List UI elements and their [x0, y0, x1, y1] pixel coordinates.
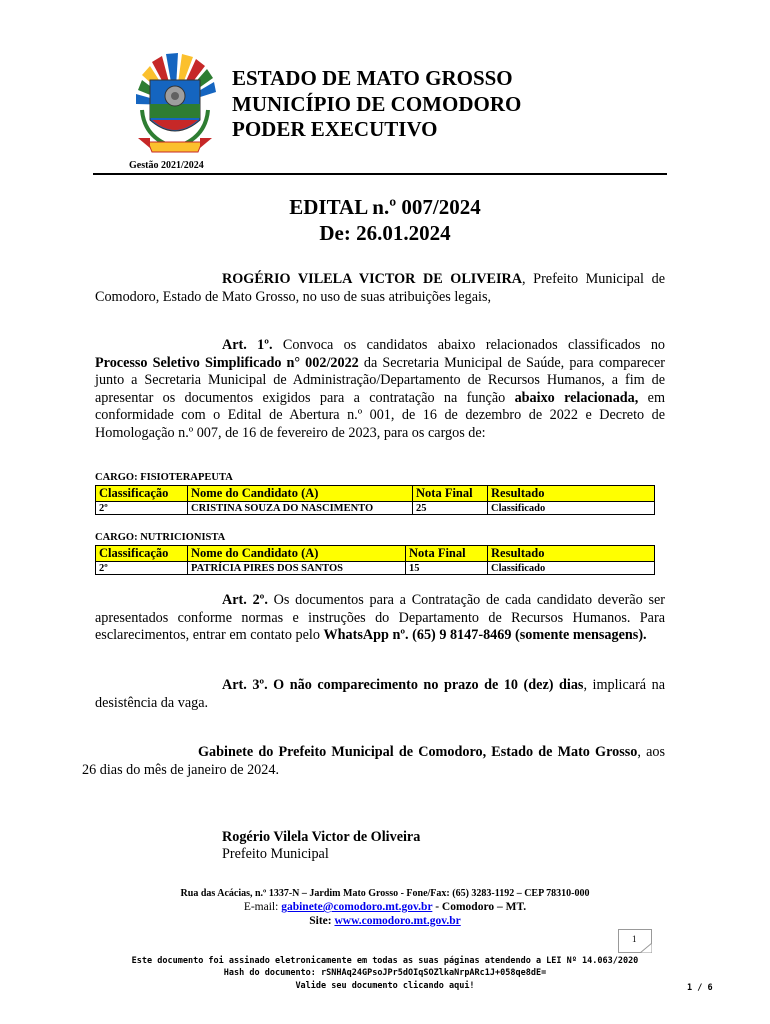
- document-hash: Hash do documento: rSNHAq24GPsoJPr5dOIqSOZlkaNrpARc1J+058qe8dE=: [223, 968, 547, 978]
- cell-nota: 15: [406, 562, 488, 575]
- site-link[interactable]: www.comodoro.mt.gov.br: [334, 915, 461, 927]
- email-label: E-mail:: [243, 901, 282, 913]
- col-resultado: Resultado: [488, 546, 655, 562]
- page-number: 1 / 6: [687, 983, 713, 993]
- closing-paragraph: [82, 744, 665, 779]
- cargo-label-1: CARGO: FISIOTERAPEUTA: [95, 472, 233, 483]
- page-marker-number: 1: [632, 934, 637, 944]
- signature-name: Rogério Vilela Victor de Oliveira: [222, 829, 421, 845]
- header-branch: PODER EXECUTIVO: [232, 117, 438, 141]
- page-marker-box: [618, 929, 652, 953]
- col-nota: Nota Final: [413, 486, 488, 502]
- art1-function: abaixo relacionada,: [514, 389, 639, 406]
- art3-text: , implicará na desistência da vaga.: [95, 677, 665, 711]
- col-classificacao: Classificação: [96, 486, 188, 502]
- col-nota: Nota Final: [406, 546, 488, 562]
- validate-link[interactable]: Valide seu documento clicando aqui!: [295, 981, 475, 991]
- edital-date: De: 26.01.2024: [319, 221, 451, 245]
- edital-number: EDITAL n.º 007/2024: [289, 195, 481, 219]
- header-state: ESTADO DE MATO GROSSO: [232, 66, 513, 90]
- closing-text: , aos 26 dias do mês de janeiro de 2024.: [82, 744, 665, 778]
- table-row: [96, 562, 655, 575]
- page-curl-icon: [640, 943, 652, 953]
- administration-term: Gestão 2021/2024: [129, 160, 204, 171]
- cell-classificacao: 2º: [96, 562, 188, 575]
- footer-email-line: [0, 901, 770, 913]
- cell-classificacao: 2º: [96, 502, 188, 515]
- article-3: [95, 677, 665, 712]
- art1-text-3: em conformidade com o Edital de Abertura n.º 001, de 16 de dezembro de 2022 e Decreto de Homologação n.º 007, de 16 de fevereiro de 2023, para os cargos de:: [95, 389, 665, 441]
- col-nome: Nome do Candidato (A): [188, 546, 406, 562]
- cargo-label-2: CARGO: NUTRICIONISTA: [95, 532, 226, 543]
- email-suffix: - Comodoro – MT.: [432, 901, 527, 913]
- results-table-1: [95, 485, 655, 515]
- header-municipality: MUNICÍPIO DE COMODORO: [232, 92, 522, 116]
- email-link[interactable]: gabinete@comodoro.mt.gov.br: [281, 901, 433, 913]
- site-label: Site:: [309, 915, 335, 927]
- col-classificacao: Classificação: [96, 546, 188, 562]
- col-nome: Nome do Candidato (A): [188, 486, 413, 502]
- results-table-2: [95, 545, 655, 575]
- municipal-crest-icon: [128, 50, 222, 160]
- signature-notice: Este documento foi assinado eletronicamente em todas as suas páginas atendendo a LEI Nº 14.063/2020: [131, 956, 639, 966]
- art1-text-2: da Secretaria Municipal de Saúde, para comparecer junto a Secretaria Municipal de Administração/Departamento de Recursos Humanos, a fim de apresentar os documentos exigidos para a contratação na função: [95, 354, 665, 406]
- col-resultado: Resultado: [488, 486, 655, 502]
- art3-label: Art. 3º. O não comparecimento no prazo de 10 (dez) dias: [222, 677, 584, 693]
- intro-paragraph: [95, 271, 665, 306]
- art1-process: Processo Seletivo Simplificado n° 002/2022: [95, 354, 359, 371]
- article-2: [95, 592, 665, 645]
- art2-text: Os documentos para a Contratação de cada candidato deverão ser apresentados conforme normas e instruções do Departamento de Recursos Humanos. Para esclarecimentos, entrar em contato pelo: [95, 592, 666, 643]
- cell-resultado: Classificado: [488, 502, 655, 515]
- art1-text-1: Convoca os candidatos abaixo relacionados classificados no: [272, 337, 666, 353]
- table-header-row: [96, 546, 655, 562]
- table-header-row: [96, 486, 655, 502]
- art1-label: Art. 1º.: [222, 337, 273, 353]
- footer-address: Rua das Acácias, n.º 1337-N – Jardim Mato Grosso - Fone/Fax: (65) 3283-1192 – CEP 78310-000: [180, 888, 590, 899]
- intro-text: , Prefeito Municipal de Comodoro, Estado de Mato Grosso, no uso de suas atribuições legais,: [95, 271, 665, 305]
- closing-bold: Gabinete do Prefeito Municipal de Comodoro, Estado de Mato Grosso: [198, 744, 638, 760]
- table-row: [96, 502, 655, 515]
- cell-nota: 25: [413, 502, 488, 515]
- cell-nome: CRISTINA SOUZA DO NASCIMENTO: [188, 502, 413, 515]
- cell-nome: PATRÍCIA PIRES DOS SANTOS: [188, 562, 406, 575]
- art2-label: Art. 2º.: [222, 592, 268, 608]
- article-1: [95, 337, 665, 442]
- cell-resultado: Classificado: [488, 562, 655, 575]
- header-divider: [93, 173, 667, 175]
- art2-whatsapp: WhatsApp nº. (65) 9 8147-8469 (somente mensagens).: [323, 627, 647, 643]
- signature-role: Prefeito Municipal: [222, 846, 329, 862]
- footer-site-line: [0, 915, 770, 927]
- mayor-name: ROGÉRIO VILELA VICTOR DE OLIVEIRA: [222, 271, 523, 287]
